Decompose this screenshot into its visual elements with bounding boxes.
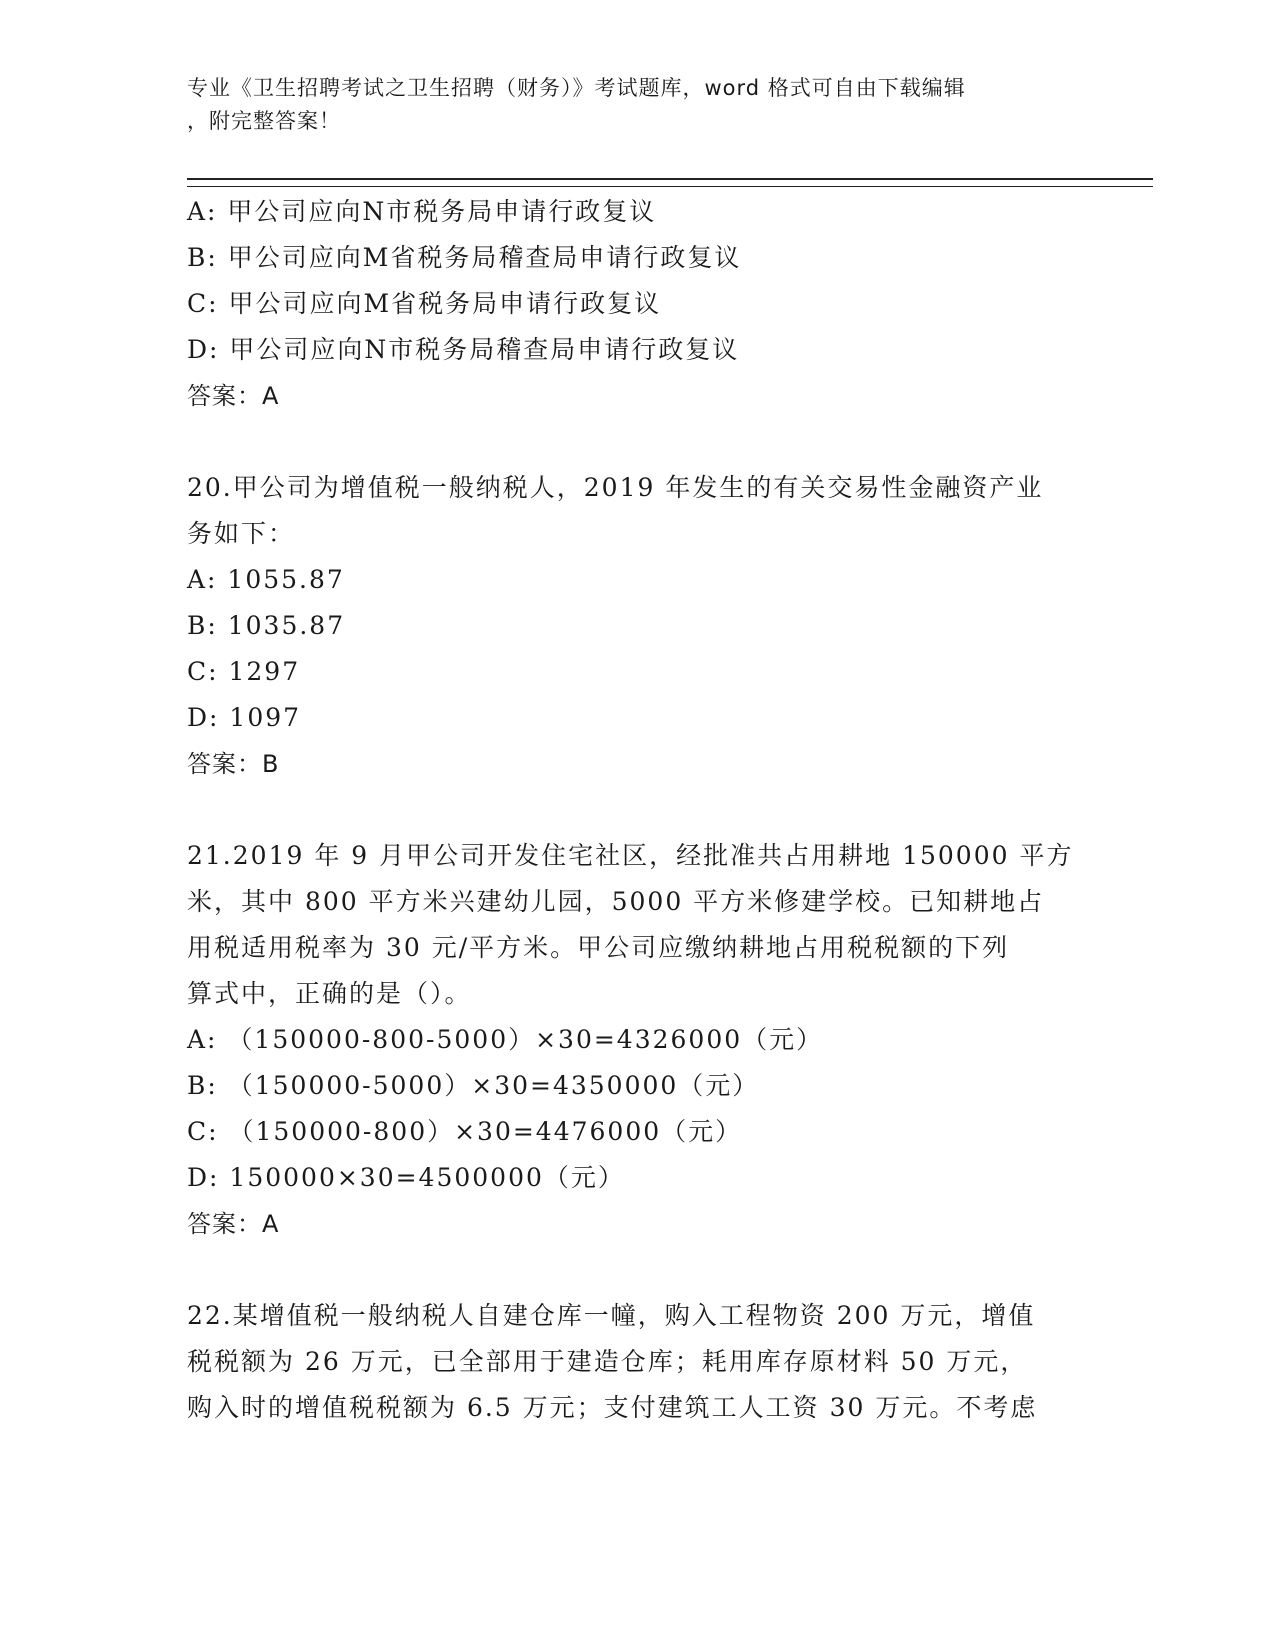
header-divider xyxy=(187,178,1153,187)
option-a: A: 1055.87 xyxy=(187,565,345,594)
question-stem-line: 算式中，正确的是（）。 xyxy=(187,979,472,1008)
option-a: A: 甲公司应向N市税务局申请行政复议 xyxy=(187,197,657,226)
question-stem-line: 税税额为 26 万元，已全部用于建造仓库；耗用库存原材料 50 万元， xyxy=(187,1347,1028,1376)
question-stem-line: 购入时的增值税税额为 6.5 万元；支付建筑工人工资 30 万元。不考虑 xyxy=(187,1393,1038,1422)
option-d: D: 甲公司应向N市税务局稽查局申请行政复议 xyxy=(187,335,740,364)
question-stem-line: 22.某增值税一般纳税人自建仓库一幢，购入工程物资 200 万元，增值 xyxy=(187,1301,1036,1330)
header-line-2: ，附完整答案！ xyxy=(187,109,341,133)
question-20 xyxy=(187,465,1087,787)
document-body xyxy=(187,189,1087,1431)
question-22 xyxy=(187,1293,1087,1431)
question-stem-line: 务如下： xyxy=(187,519,296,548)
question-stem-line: 20.甲公司为增值税一般纳税人，2019 年发生的有关交易性金融资产业 xyxy=(187,473,1044,502)
question-stem-line: 21.2019 年 9 月甲公司开发住宅社区，经批准共占用耕地 150000 平方 xyxy=(187,841,1074,870)
option-a: A: （150000-800-5000）×30=4326000（元） xyxy=(187,1025,824,1054)
option-b: B: 1035.87 xyxy=(187,611,346,640)
spacer xyxy=(187,1247,1087,1293)
option-b: B: （150000-5000）×30=4350000（元） xyxy=(187,1071,760,1100)
question-stem-line: 米，其中 800 平方米兴建幼儿园，5000 平方米修建学校。已知耕地占 xyxy=(187,887,1045,916)
option-d: D: 1097 xyxy=(187,703,302,732)
option-c: C: （150000-800）×30=4476000（元） xyxy=(187,1117,743,1146)
document-header xyxy=(187,72,1067,138)
option-c: C: 甲公司应向M省税务局申请行政复议 xyxy=(187,289,662,318)
answer: 答案：B xyxy=(187,750,280,778)
question-19 xyxy=(187,189,1087,419)
spacer xyxy=(187,419,1087,465)
option-c: C: 1297 xyxy=(187,657,301,686)
header-line-1: 专业《卫生招聘考试之卫生招聘（财务）》考试题库，word 格式可自由下载编辑 xyxy=(187,76,966,100)
question-stem-line: 用税适用税率为 30 元/平方米。甲公司应缴纳耕地占用税税额的下列 xyxy=(187,933,1010,962)
answer: 答案：A xyxy=(187,382,280,410)
spacer xyxy=(187,787,1087,833)
option-d: D: 150000×30=4500000（元） xyxy=(187,1163,625,1192)
option-b: B: 甲公司应向M省税务局稽查局申请行政复议 xyxy=(187,243,742,272)
question-21 xyxy=(187,833,1087,1247)
answer: 答案：A xyxy=(187,1210,280,1238)
